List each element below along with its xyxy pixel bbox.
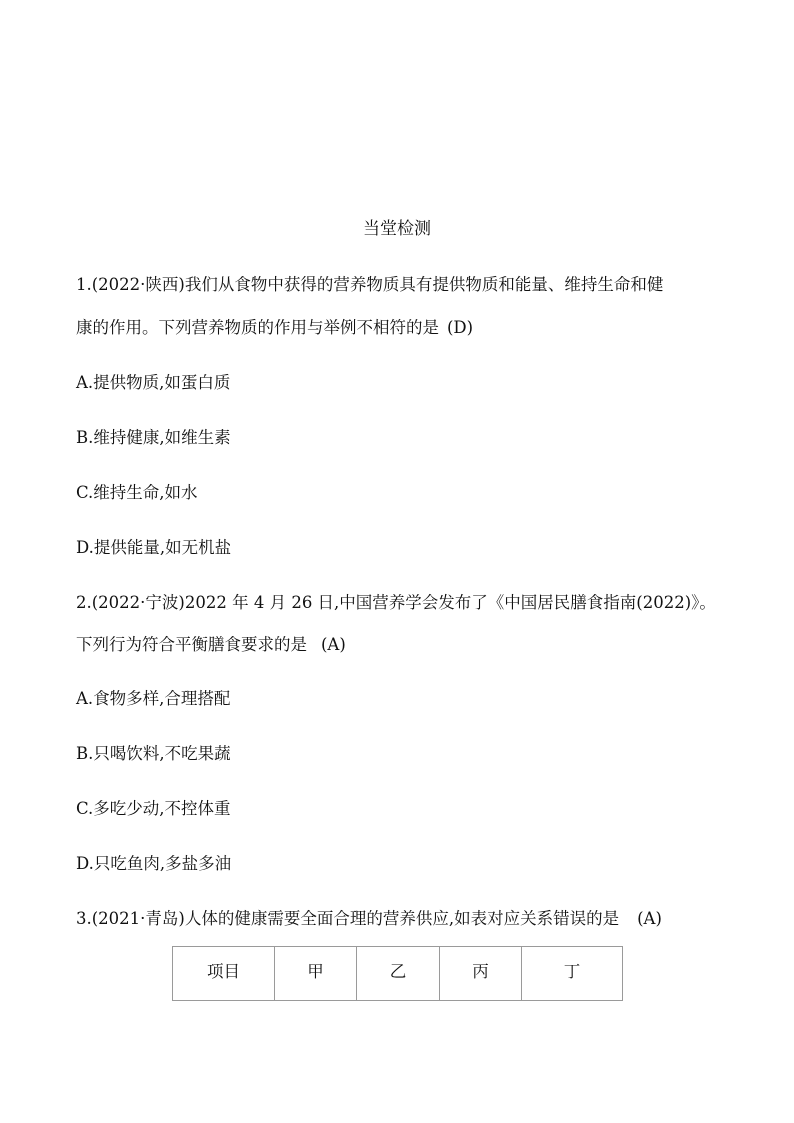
- question-2-line-2: [76, 631, 346, 655]
- table-header-row: [173, 947, 623, 1001]
- question-3-stem: 3.(2021·青岛)人体的健康需要全面合理的营养供应,如表对应关系错误的是: [76, 909, 620, 928]
- question-2-stem: 下列行为符合平衡膳食要求的是: [76, 635, 307, 654]
- nutrition-table: [172, 946, 623, 1001]
- question-1-option-c: C.维持生命,如水: [76, 483, 198, 502]
- question-1-line-2: [76, 314, 473, 338]
- table-header-cell: 项目: [173, 947, 275, 1001]
- question-2-line-1: 2.(2022·宁波)2022 年 4 月 26 日,中国营养学会发布了《中国居民膳食指南(2022)》。: [76, 593, 716, 612]
- question-1-answer: (D): [447, 318, 474, 337]
- section-title: 当堂检测: [363, 219, 431, 239]
- question-1-option-b: B.维持健康,如维生素: [76, 428, 231, 447]
- question-3-line-1: [76, 905, 662, 929]
- question-2-option-b: B.只喝饮料,不吃果蔬: [76, 744, 231, 763]
- question-1-stem: 康的作用。下列营养物质的作用与举例不相符的是: [76, 318, 439, 337]
- question-1-line-1: 1.(2022·陕西)我们从食物中获得的营养物质具有提供物质和能量、维持生命和健: [76, 275, 664, 294]
- question-2-option-d: D.只吃鱼肉,多盐多油: [76, 854, 232, 873]
- question-3-answer: (A): [637, 909, 662, 928]
- question-1-option-a: A.提供物质,如蛋白质: [76, 373, 231, 392]
- table-header-cell: 乙: [357, 947, 440, 1001]
- table-header-cell: 丁: [522, 947, 623, 1001]
- question-2-option-c: C.多吃少动,不控体重: [76, 799, 231, 818]
- table-header-cell: 丙: [440, 947, 522, 1001]
- question-2-option-a: A.食物多样,合理搭配: [76, 689, 231, 708]
- question-2-answer: (A): [321, 635, 346, 654]
- question-1-option-d: D.提供能量,如无机盐: [76, 538, 232, 557]
- table-header-cell: 甲: [275, 947, 357, 1001]
